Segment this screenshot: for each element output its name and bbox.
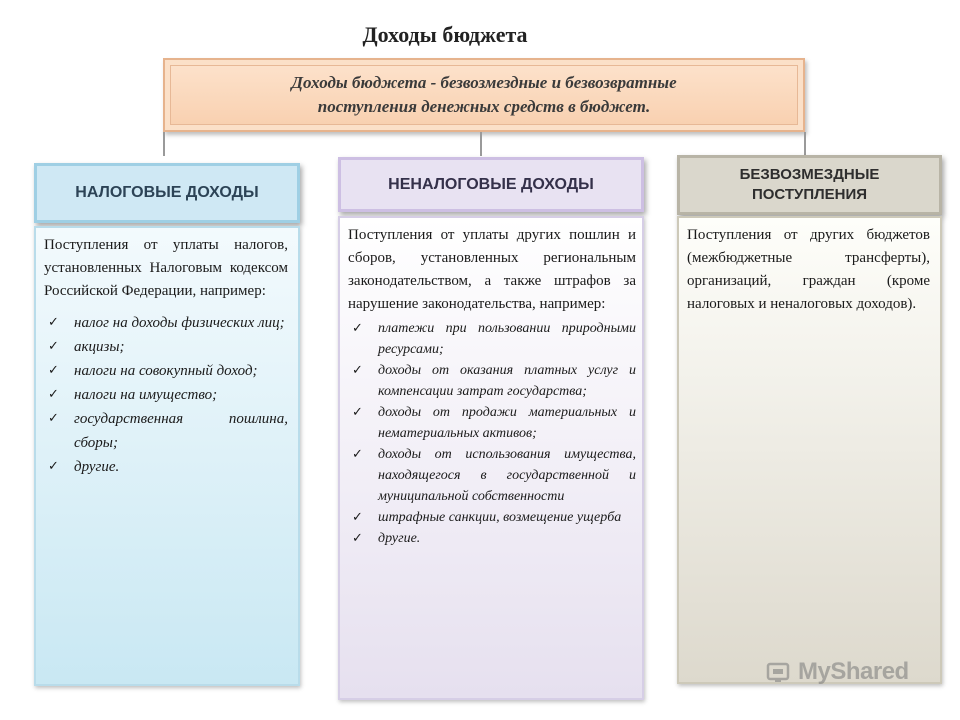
non-tax-revenue-intro: Поступления от уплаты других пошлин и сборов, установленных региональным законодательством, а также штрафов за нарушение законодательства, например: bbox=[348, 227, 636, 312]
list-item: ✓ налог на доходы физических лиц; bbox=[44, 311, 288, 335]
gratuitous-receipts-header-line-2: ПОСТУПЛЕНИЯ bbox=[751, 186, 868, 203]
checkmark-icon: ✓ bbox=[48, 411, 59, 426]
tax-revenue-intro: Поступления от уплаты налогов, установленных Налоговым кодексом Российской Федерации, например: bbox=[44, 237, 288, 299]
myshared-logo-icon bbox=[766, 660, 792, 684]
gratuitous-receipts-header-line-1: БЕЗВОЗМЕЗДНЫЕ bbox=[739, 166, 880, 183]
gratuitous-receipts-header bbox=[677, 155, 942, 215]
tax-revenue-list bbox=[44, 311, 288, 479]
list-item: ✓ доходы от использования имущества, находящегося в государственной и муниципальной собственности bbox=[348, 444, 636, 507]
checkmark-icon: ✓ bbox=[48, 315, 59, 330]
gratuitous-receipts-body bbox=[677, 216, 942, 684]
definition-line-2: поступления денежных средств в бюджет. bbox=[317, 97, 651, 116]
non-tax-revenue-header: НЕНАЛОГОВЫЕ ДОХОДЫ bbox=[338, 157, 644, 212]
tax-revenue-body bbox=[34, 226, 300, 686]
gratuitous-receipts-intro: Поступления от других бюджетов (межбюджетные трансферты), организаций, граждан (кроме налоговых и неналоговых доходов). bbox=[687, 227, 930, 312]
checkmark-icon: ✓ bbox=[352, 363, 363, 378]
list-item: ✓ доходы от продажи материальных и нематериальных активов; bbox=[348, 402, 636, 444]
checkmark-icon: ✓ bbox=[48, 387, 59, 402]
checkmark-icon: ✓ bbox=[352, 510, 363, 525]
non-tax-revenue-list bbox=[348, 318, 636, 549]
checkmark-icon: ✓ bbox=[48, 339, 59, 354]
watermark-text: MyShared bbox=[798, 658, 909, 685]
list-item: ✓ налоги на имущество; bbox=[44, 383, 288, 407]
checkmark-icon: ✓ bbox=[352, 447, 363, 462]
connector-middle bbox=[480, 132, 482, 156]
checkmark-icon: ✓ bbox=[48, 459, 59, 474]
myshared-watermark bbox=[766, 656, 936, 688]
connector-left bbox=[163, 132, 165, 156]
list-item: ✓ другие. bbox=[44, 455, 288, 479]
list-item: ✓ государственная пошлина, сборы; bbox=[44, 407, 288, 455]
connector-right bbox=[804, 132, 806, 156]
non-tax-revenue-body bbox=[338, 216, 644, 700]
checkmark-icon: ✓ bbox=[352, 405, 363, 420]
list-item: ✓ платежи при пользовании природными ресурсами; bbox=[348, 318, 636, 360]
list-item: ✓ акцизы; bbox=[44, 335, 288, 359]
checkmark-icon: ✓ bbox=[352, 321, 363, 336]
list-item: ✓ налоги на совокупный доход; bbox=[44, 359, 288, 383]
list-item: ✓ другие. bbox=[348, 528, 636, 549]
checkmark-icon: ✓ bbox=[48, 363, 59, 378]
definition-box bbox=[163, 58, 805, 132]
tax-revenue-header: НАЛОГОВЫЕ ДОХОДЫ bbox=[34, 163, 300, 223]
list-item: ✓ штрафные санкции, возмещение ущерба bbox=[348, 507, 636, 528]
page-title: Доходы бюджета bbox=[362, 22, 528, 47]
list-item: ✓ доходы от оказания платных услуг и компенсации затрат государства; bbox=[348, 360, 636, 402]
definition-line-1: Доходы бюджета - безвозмездные и безвозвратные bbox=[291, 73, 677, 92]
checkmark-icon: ✓ bbox=[352, 531, 363, 546]
